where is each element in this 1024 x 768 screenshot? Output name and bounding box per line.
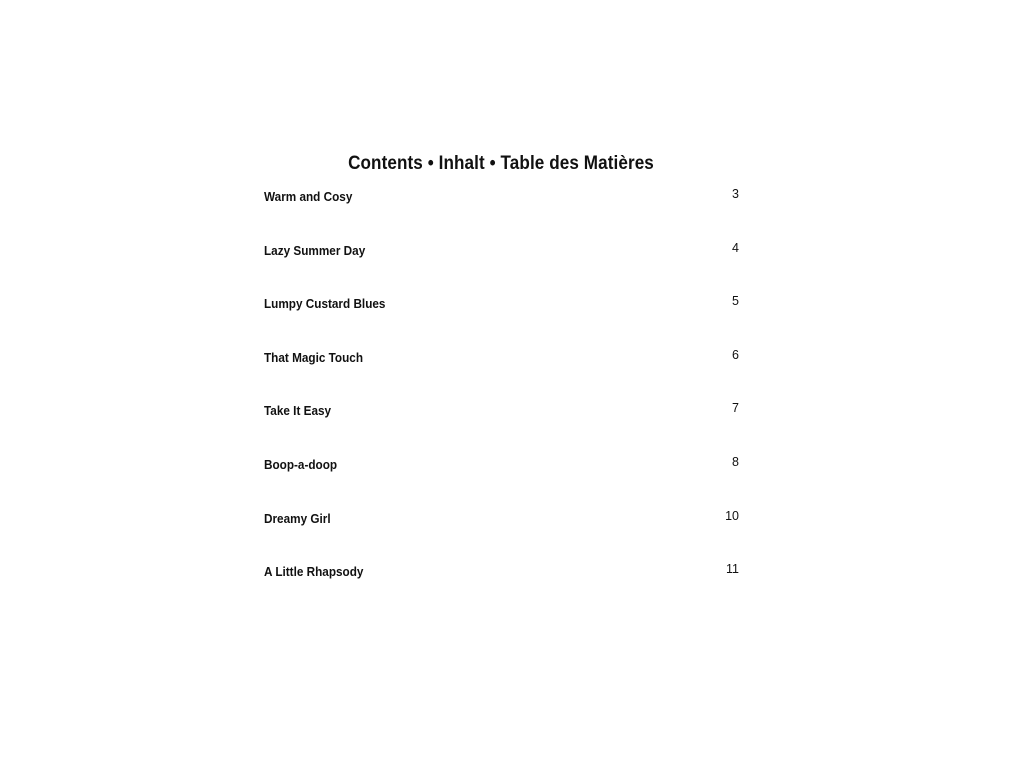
entry-page-number: 6 bbox=[732, 347, 739, 362]
entry-title: Dreamy Girl bbox=[264, 511, 331, 526]
entry-page-number: 7 bbox=[732, 401, 739, 416]
toc-entry bbox=[264, 293, 740, 347]
entry-title: That Magic Touch bbox=[264, 350, 364, 365]
entry-title: Lumpy Custard Blues bbox=[264, 297, 386, 312]
toc-entry bbox=[264, 400, 740, 454]
entry-title: Lazy Summer Day bbox=[264, 243, 366, 258]
entry-title: Warm and Cosy bbox=[264, 190, 353, 204]
entry-page-number: 8 bbox=[732, 454, 739, 469]
entry-title: Take It Easy bbox=[264, 404, 332, 419]
toc-entry bbox=[264, 508, 740, 562]
toc-entry bbox=[264, 347, 740, 401]
toc-entry bbox=[264, 454, 740, 508]
toc-entry bbox=[264, 240, 740, 294]
entry-page-number: 5 bbox=[732, 294, 739, 309]
table-of-contents bbox=[264, 186, 740, 615]
toc-entry bbox=[264, 186, 740, 240]
entry-page-number: 4 bbox=[732, 240, 739, 255]
entry-page-number: 10 bbox=[725, 508, 739, 523]
entry-page-number: 3 bbox=[732, 187, 739, 201]
toc-entry bbox=[264, 561, 740, 615]
entry-title: A Little Rhapsody bbox=[264, 565, 364, 580]
page-title: Contents • Inhalt • Table des Matières bbox=[348, 152, 654, 174]
entry-page-number: 11 bbox=[726, 562, 739, 577]
entry-title: Boop-a-doop bbox=[264, 457, 338, 472]
